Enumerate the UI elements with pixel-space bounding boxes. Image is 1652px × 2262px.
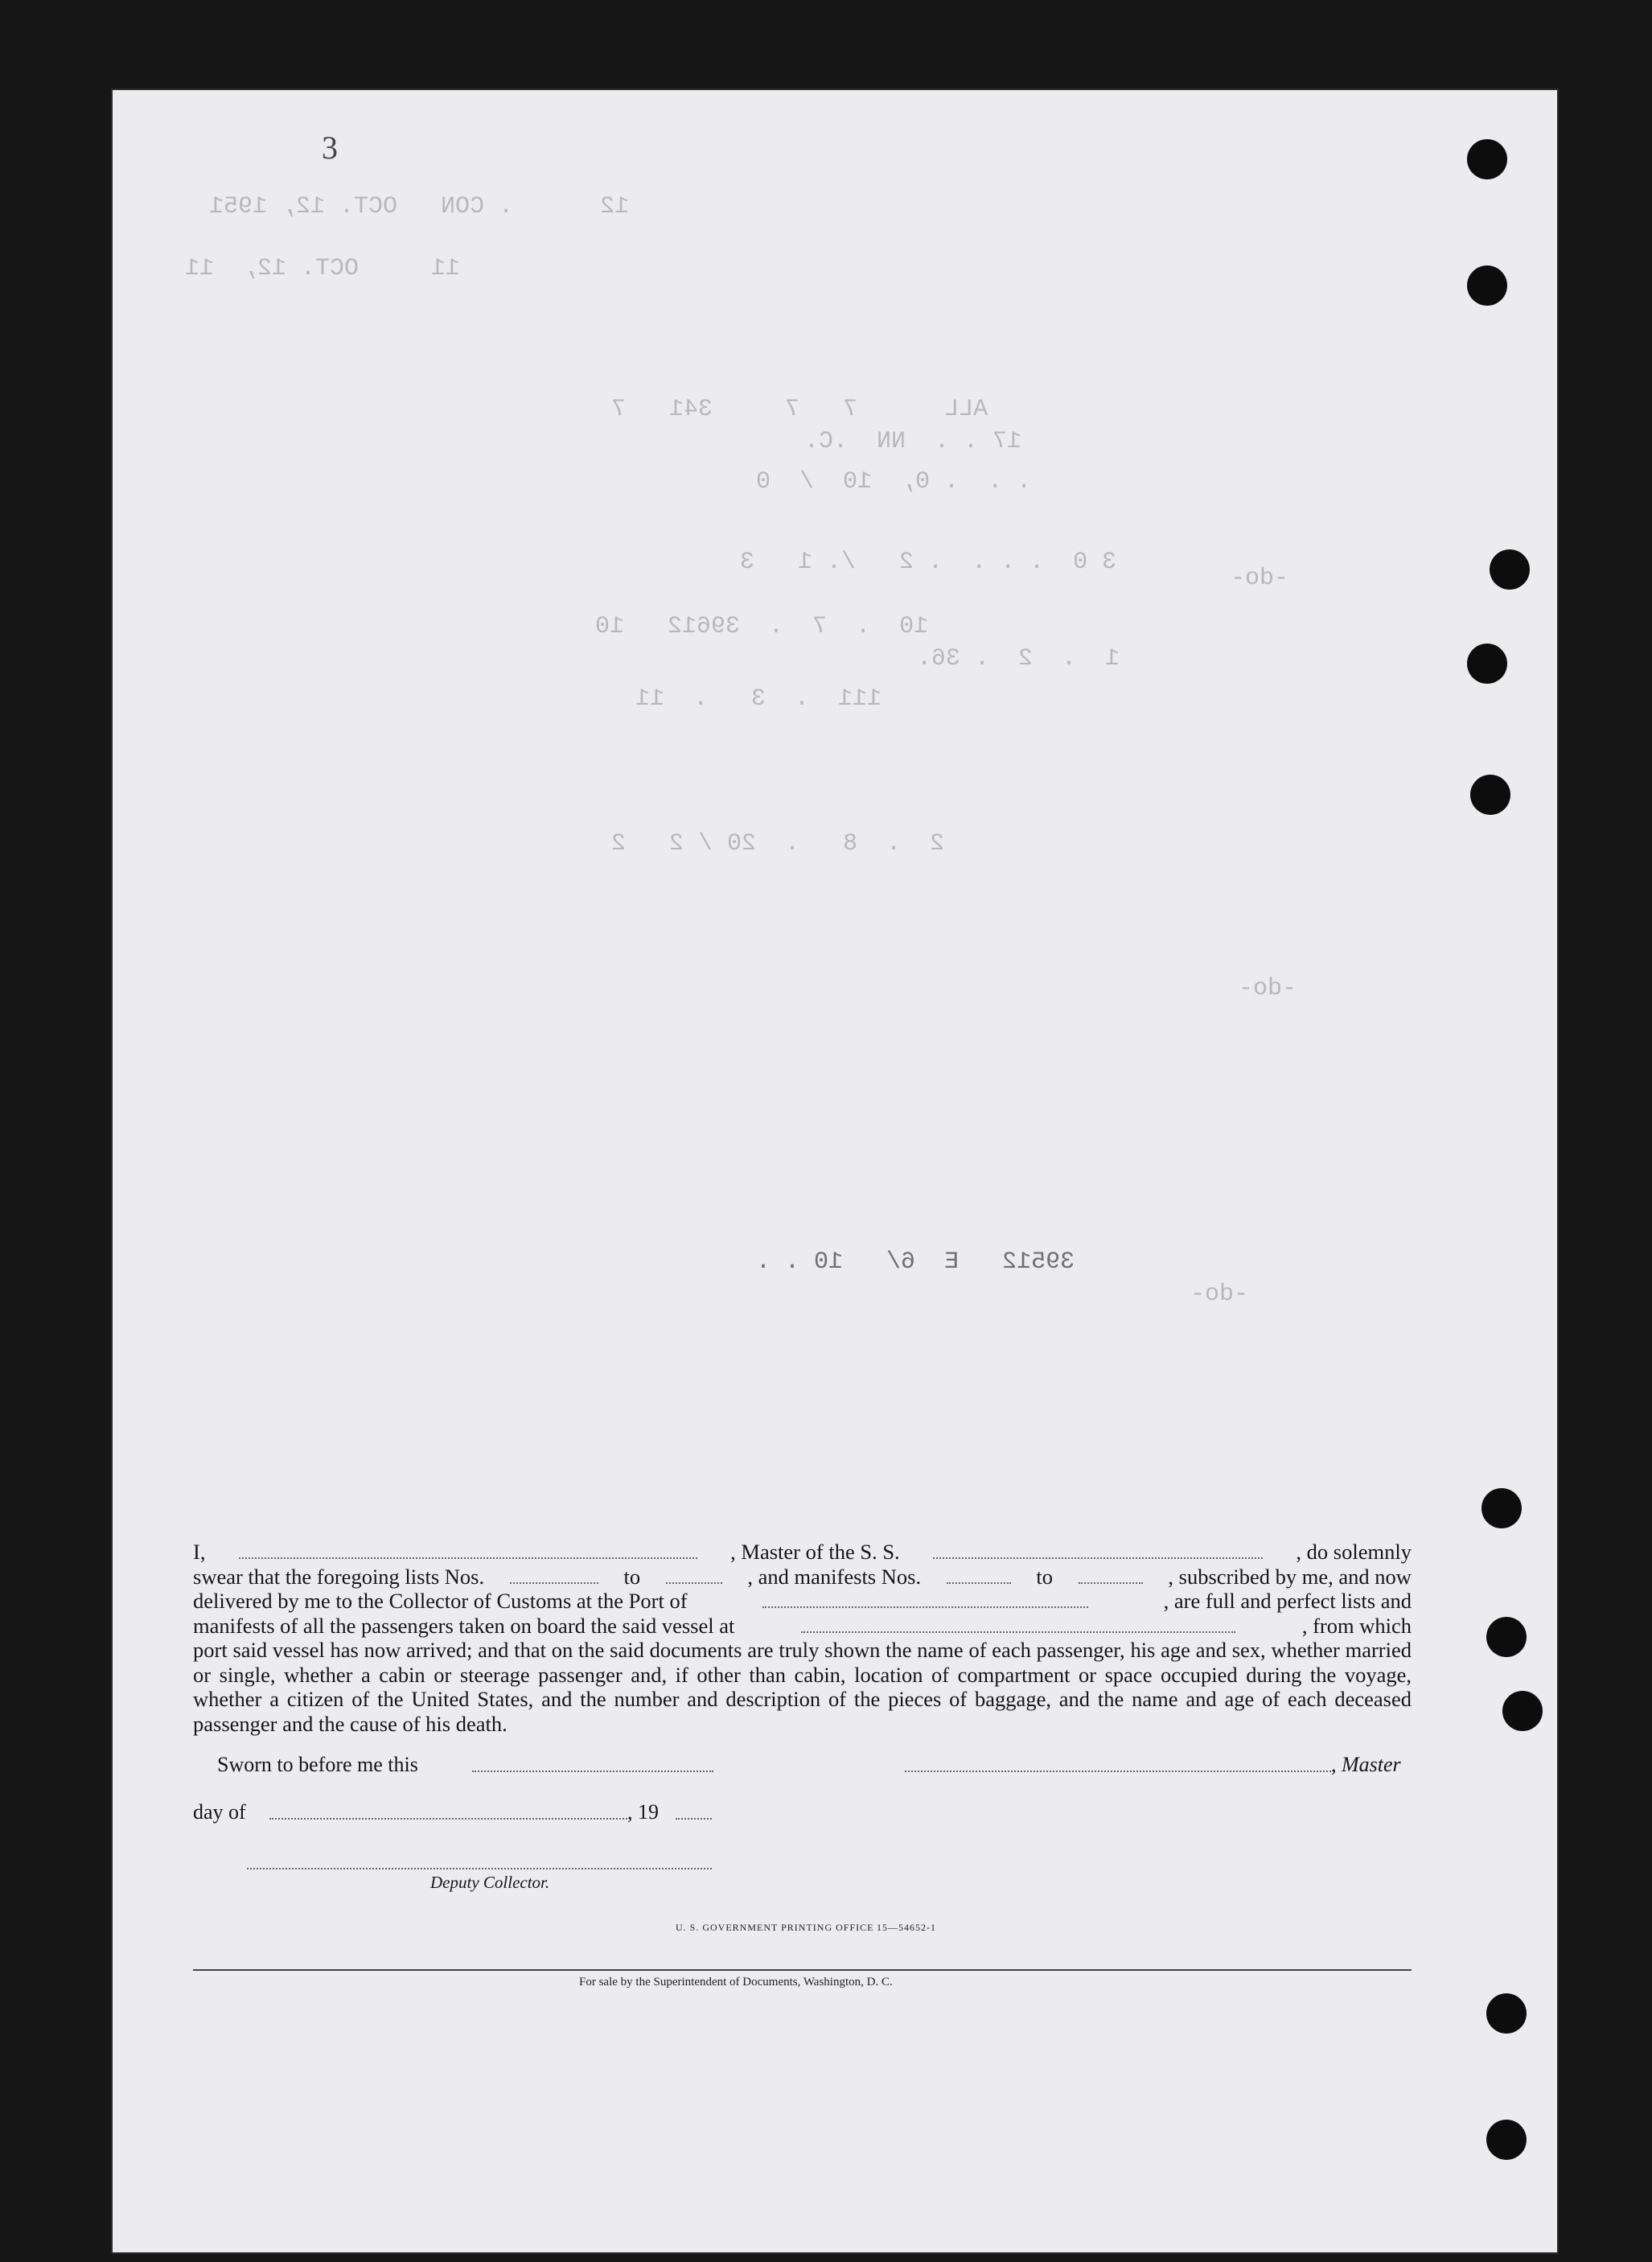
bleed-through-line: 39512 E 6/ 10 . . xyxy=(756,1248,1075,1276)
manifest-from-field[interactable] xyxy=(947,1565,1011,1584)
bleed-through-line: 2 . 8 . 20 / 2 2 xyxy=(611,830,974,858)
year-field[interactable] xyxy=(676,1818,712,1820)
sale-notice: For sale by the Superintendent of Documents, Washington, D. C. xyxy=(579,1976,893,1989)
manifest-to-field[interactable] xyxy=(1079,1565,1143,1584)
bleed-through-line: -do- xyxy=(1231,565,1318,592)
bleed-through-line: 12 . CON OCT. 12, 1951 xyxy=(209,193,630,220)
punch-hole xyxy=(1490,549,1530,590)
declaration-line-3: delivered by me to the Collector of Customs at the Port of , are full and perfect lists and xyxy=(193,1589,1412,1613)
punch-hole xyxy=(1467,644,1507,684)
punch-hole xyxy=(1467,265,1507,306)
bleed-through-line: . . . 0, 10 / 0 xyxy=(756,468,1075,496)
declaration-line-1: I, , Master of the S. S. , do solemnly xyxy=(193,1540,1412,1564)
bleed-through-line: 111 . 3 . 11 xyxy=(635,685,911,713)
month-field[interactable] xyxy=(269,1818,627,1820)
punch-hole xyxy=(1467,139,1507,179)
bleed-through-line: 1 . 2 . 36. xyxy=(917,645,1149,672)
form-code: 15—54652-1 xyxy=(877,1922,936,1933)
bleed-through-line: -do- xyxy=(1190,1281,1278,1308)
master-signature-field[interactable] xyxy=(905,1771,1331,1772)
master-label: , Master xyxy=(1331,1753,1401,1776)
declaration-line-2: swear that the foregoing lists Nos. to , and manifests Nos. to , subscribed by me, and now xyxy=(193,1564,1412,1589)
punch-hole xyxy=(1486,1993,1527,2034)
bleed-through-line: ALL 7 7 341 7 xyxy=(611,396,988,423)
punch-hole xyxy=(1481,1488,1522,1528)
departure-port-field[interactable] xyxy=(801,1614,1235,1633)
day-of-label: day of xyxy=(193,1800,246,1824)
deputy-signature-field[interactable] xyxy=(247,1868,712,1869)
footer-rule xyxy=(193,1969,1412,1971)
bleed-through-line: -do- xyxy=(1239,975,1326,1002)
deputy-collector-label: Deputy Collector. xyxy=(430,1873,550,1892)
master-name-field[interactable] xyxy=(239,1540,697,1559)
declaration-rest: port said vessel has now arrived; and that on the said documents are truly shown the name of each passenger, his age and sex, whether married or single, whether a cabin or steerage passenger and, if other than cabin, location of compartment or space occupied during the voyage, whether a citizen of the United States, and the number and description of the pieces of baggage, and the name and age of each deceased passenger and the cause of his death. xyxy=(193,1638,1412,1736)
year-label: , 19 xyxy=(627,1800,659,1824)
bleed-through-line: 11 OCT. 12, 11 xyxy=(185,255,490,282)
sworn-label: Sworn to before me this xyxy=(217,1753,418,1776)
punch-hole xyxy=(1502,1691,1543,1731)
punch-hole xyxy=(1486,2120,1527,2160)
printing-office: U. S. GOVERNMENT PRINTING OFFICE xyxy=(676,1922,874,1933)
port-field[interactable] xyxy=(762,1589,1088,1608)
bleed-through-line: 10 . 7 . 39612 10 xyxy=(595,613,929,640)
bleed-through-line: 17 . . NN .C. xyxy=(804,428,1109,455)
list-to-field[interactable] xyxy=(666,1565,722,1584)
master-declaration xyxy=(193,1540,1412,1736)
page-number: 3 xyxy=(322,130,338,166)
sworn-date-field[interactable] xyxy=(472,1771,713,1772)
document-sheet xyxy=(113,90,1557,2252)
vessel-name-field[interactable] xyxy=(933,1540,1263,1559)
declaration-line-4: manifests of all the passengers taken on board the said vessel at , from which xyxy=(193,1613,1412,1638)
list-from-field[interactable] xyxy=(510,1565,598,1584)
punch-hole xyxy=(1486,1617,1527,1657)
punch-hole xyxy=(1470,775,1510,815)
bleed-through-line: 3 0 . . . . 2 /. 1 3 xyxy=(740,549,1132,576)
